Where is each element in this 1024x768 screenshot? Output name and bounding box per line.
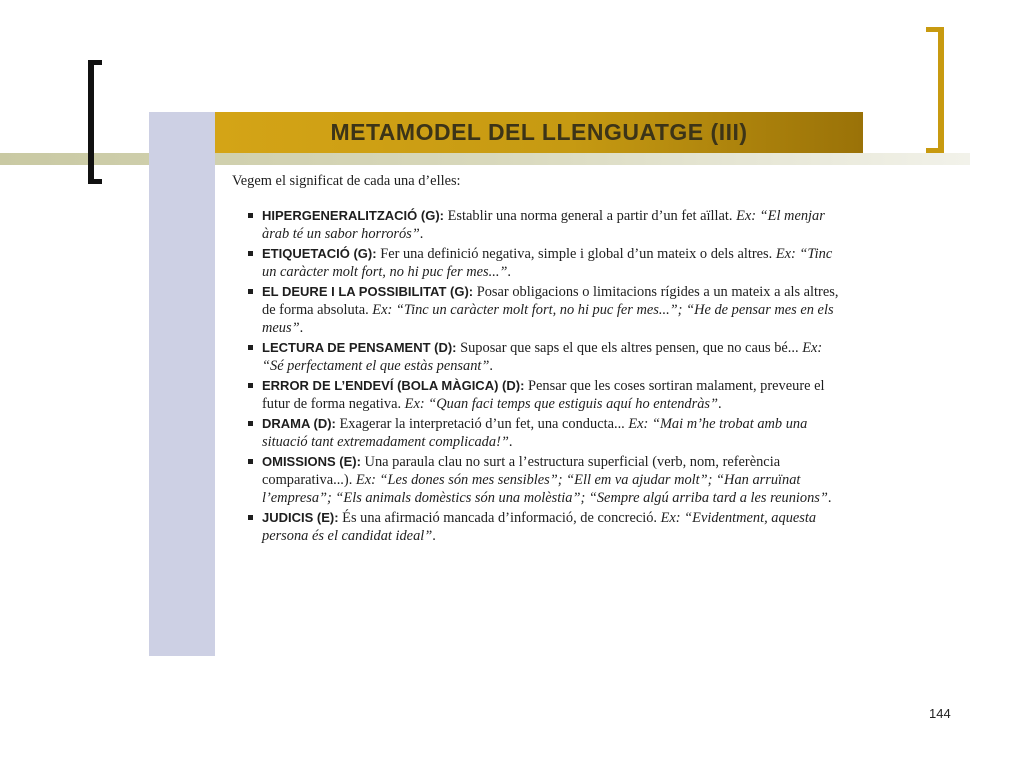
- item-label: DRAMA (D):: [262, 416, 336, 431]
- item-text: Suposar que saps el que els altres pensen, que no caus bé...: [456, 340, 803, 356]
- intro-text: Vegem el significat de cada una d’elles:: [232, 173, 461, 189]
- decorative-side-strip: [149, 112, 215, 656]
- item-example: Ex: “Mai m’he trobat amb una situació tant extremadament complicada!”: [262, 416, 808, 450]
- list-item: [232, 339, 842, 375]
- left-black-bracket: [88, 60, 102, 184]
- item-label: JUDICIS (E):: [262, 510, 339, 525]
- item-tail: .: [718, 396, 722, 412]
- item-label: LECTURA DE PENSAMENT (D):: [262, 340, 457, 355]
- item-example: Ex: “El menjar àrab té un sabor horrorós”: [262, 208, 825, 242]
- item-text: És una afirmació mancada d’informació, de concreció.: [338, 510, 661, 526]
- item-tail: .: [507, 264, 512, 280]
- item-label: HIPERGENERALITZACIÓ (G):: [262, 208, 444, 223]
- list-item: [232, 415, 842, 451]
- item-tail: .: [432, 528, 436, 544]
- item-label: ETIQUETACIÓ (G):: [262, 246, 377, 261]
- item-example: Ex: “Tinc un caràcter molt fort, no hi puc fer mes...”: [262, 246, 833, 280]
- metamodel-list: [232, 207, 842, 545]
- item-tail: .: [299, 320, 304, 336]
- item-example: Ex: “Sé perfectament el que estàs pensant”: [262, 340, 823, 374]
- bullet-icon: [248, 459, 253, 464]
- bullet-icon: [248, 421, 253, 426]
- list-item: [232, 207, 842, 243]
- bullet-icon: [248, 251, 253, 256]
- item-label: OMISSIONS (E):: [262, 454, 361, 469]
- bullet-icon: [248, 515, 253, 520]
- item-example: Ex: “Quan faci temps que estiguis aquí ho entendràs”: [404, 396, 719, 412]
- right-gold-bracket: [926, 27, 944, 153]
- item-tail: .: [419, 226, 424, 242]
- item-example: Ex: “Tinc un caràcter molt fort, no hi puc fer mes...”; “He de pensar mes en els meus”: [262, 302, 834, 336]
- slide-title: METAMODEL DEL LLENGUATGE (III): [330, 119, 748, 145]
- title-bar: [215, 112, 863, 153]
- item-label: EL DEURE I LA POSSIBILITAT (G):: [262, 284, 474, 299]
- item-text: Pensar que les coses sortiran malament, preveure el futur de forma negativa.: [262, 378, 825, 412]
- bullet-icon: [248, 213, 253, 218]
- list-item: [232, 283, 842, 337]
- bullet-icon: [248, 345, 253, 350]
- item-tail: .: [827, 490, 832, 506]
- decorative-horizontal-bar: [0, 153, 970, 165]
- item-text: Fer una definició negativa, simple i global d’un mateix o dels altres.: [376, 246, 776, 262]
- item-tail: .: [508, 434, 513, 450]
- page-number: 144: [929, 706, 951, 721]
- slide-content: [232, 172, 842, 547]
- item-text: Exagerar la interpretació d’un fet, una conducta...: [335, 416, 629, 432]
- item-text: Establir una norma general a partir d’un fet aïllat.: [444, 208, 737, 224]
- bullet-icon: [248, 289, 253, 294]
- item-text: Posar obligacions o limitacions rígides a un mateix a als altres, de forma absoluta.: [262, 284, 839, 318]
- item-label: ERROR DE L’ENDEVÍ (BOLA MÀGICA) (D):: [262, 378, 525, 393]
- list-item: [232, 509, 842, 545]
- item-tail: .: [489, 358, 494, 374]
- item-example: Ex: “Evidentment, aquesta persona és el candidat ideal”: [262, 510, 817, 544]
- item-example: Ex: “Les dones són mes sensibles”; “Ell em va ajudar molt”; “Han arruïnat l’empresa”; “Els animals domèstics són una molèstia”; “Sempre algú arriba tard a les reunions”: [262, 472, 828, 506]
- bullet-icon: [248, 383, 253, 388]
- list-item: [232, 453, 842, 507]
- list-item: [232, 377, 842, 413]
- list-item: [232, 245, 842, 281]
- item-text: Una paraula clau no surt a l’estructura superficial (verb, nom, referència comparativa...).: [262, 454, 781, 488]
